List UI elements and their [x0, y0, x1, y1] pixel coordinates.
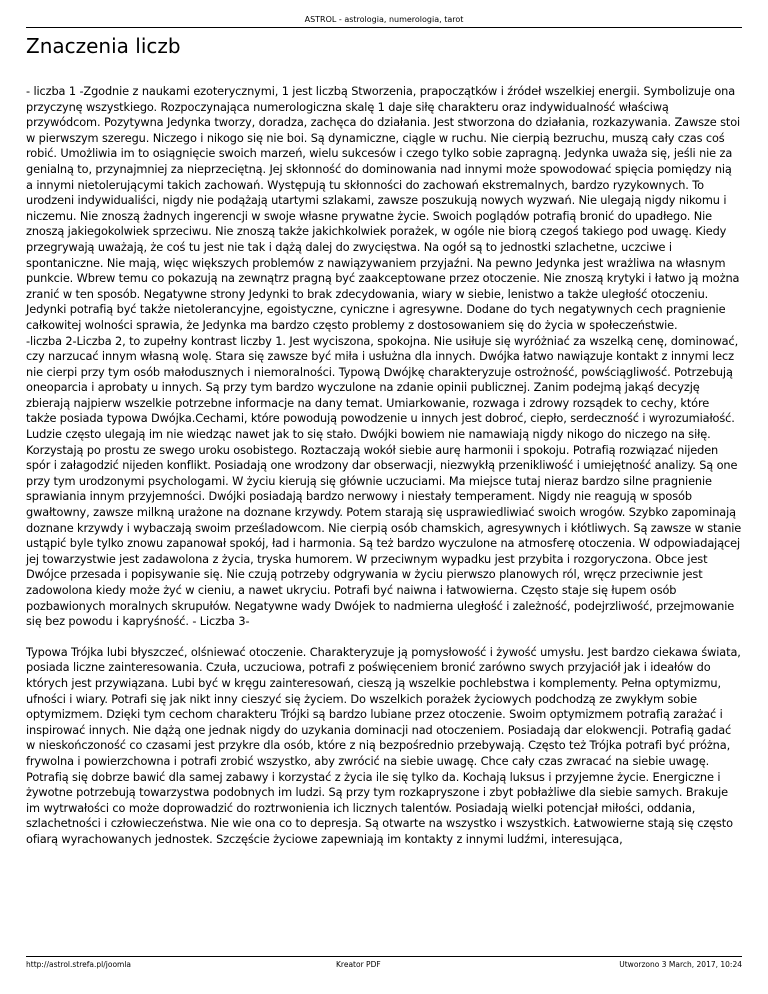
footer-divider [26, 956, 742, 957]
page-header: ASTROL - astrologia, numerologia, tarot [304, 15, 464, 24]
footer-generator: Kreator PDF [336, 960, 381, 969]
footer-url: http://astrol.strefa.pl/joomla [26, 960, 132, 969]
paragraph-number-2: -liczba 2-Liczba 2, to zupełny kontrast liczby 1. Jest wyciszona, spokojna. Nie usiłuje się wyróżniać za wszelką cenę, dominować, czy narzucać innym własną wolę. Stara się zawsze być miła i usłużna dla innych. Dwójka łatwo nawiązuje kontakt z innymi lecz nie cierpi przy tym osób małodusznych i niemoralności. Typową Dwójkę charakteryzuje ostrożność, powściągliwość. Potrzebują oneoparcia i aprobaty u innych. Są przy tym bardzo wyczulone na zdanie opinii publicznej. Zanim podejmą jakąś decyzję zbierają najpierw wszelkie potrzebne informacje na dany temat. Umiarkowanie, rozwaga i zdrowy rozsądek to cechy, które także posiada typowa Dwójka.Cechami, które powodują powodzenie u innych jest dobroć, ciepło, serdeczność i wyrozumiałość. Ludzie często ulegają im nie wiedząc nawet jak to się stało. Dwójki bowiem nie namawiają nigdy nikogo do niczego na siłę. Korzystają po prostu ze swego uroku osobistego. Roztaczają wokół siebie aurę harmonii i spokoju. Potrafią rozwiązać nijeden spór i załagodzić nijeden konflikt. Posiadają one wrodzony dar obserwacji, niezwykłą przenikliwość i umiejętność analizy. Są one przy tym urodzonymi psychologami. W życiu kierują się głównie uczuciami. Ma miejsce tutaj nieraz bardzo silne pragnienie sprawiania innym przyjemności. Dwójki posiadają bardzo nerwowy i niestały temperament. Nigdy nie reagują w sposób gwałtowny, zawsze milkną urażone na doznane krzywdy. Potem starają się usprawiedliwiać swoich wrogów. Szybko zapominają doznane krzywdy i wybaczają swoim prześladowcom. Nie cierpią osób chamskich, agresywnych i kłótliwych. Są zawsze w stanie ustąpić byle tylko znowu zapanował spokój, ład i harmonia. Są też bardzo wyczulone na atmosferę otoczenia. W odpowiadającej jej towarzystwie jest zadawolona z życia, tryska humorem. W przeciwnym wypadku jest przybita i rozgoryczona. Obce jest Dwójce przesada i popisywanie się. Nie czują potrzeby odgrywania w życiu pierwszo planowych ról, wręcz przeciwnie jest zadowolona kiedy może żyć w cieniu, a nawet ukryciu. Potrafi być naiwna i łatwowierna. Często staje się łupem osób pozbawionych moralnych skrupułów. Negatywne wady Dwójek to nadmierna uległość i zależność, podejrzliwość, przejmowanie się bez powodu i kapryśność. - Liczba 3- [26, 333, 742, 629]
page-title: Znaczenia liczb [26, 34, 181, 58]
footer-created-date: Utworzono 3 March, 2017, 10:24 [619, 960, 742, 969]
header-divider [26, 27, 742, 28]
paragraph-number-1: - liczba 1 -Zgodnie z naukami ezoterycznymi, 1 jest liczbą Stworzenia, prapoczątków i źródeł wszelkiej energii. Symbolizuje ona przyczynę wszystkiego. Rozpoczynająca numerologiczna skalę 1 daje siłę charakteru oraz indywidualność właściwą przywódcom. Pozytywna Jedynka tworzy, doradza, zachęca do działania. Jest stworzona do działania, rozkazywania. Zawsze stoi w pierwszym szeregu. Niczego i nikogo się nie boi. Są dynamiczne, ciągle w ruchu. Nie cierpią bezruchu, muszą cały czas coś robić. Umożliwia im to osiągnięcie swoich marzeń, wielu sukcesów i czego tylko sobie zapragną. Jedynka uważa się, jeśli nie za genialną to, przynajmniej za nieprzeciętną. Jej skłonność do dominowania nad innymi może spowodować spięcia pomiędzy nią a innymi nietolerującymi takich zachowań. Występują tu skłonności do zachowań ekstremalnych, bardzo ryzykownych. To urodzeni indywidualiści, nigdy nie podążają utartymi szlakami, zawsze poszukują nowych wyzwań. Nie ulegają nigdy nikomu i niczemu. Nie znoszą żadnych ingerencji w swoje własne prywatne życie. Swoich poglądów potrafią bronić do upadłego. Nie znoszą jakiegokolwiek sprzeciwu. Nie znoszą także jakichkolwiek porażek, w ogóle nie biorą czegoś takiego pod uwagę. Kiedy przegrywają uważają, że coś tu jest nie tak i dążą dalej do zwycięstwa. Na ogół są to jednostki szlachetne, uczciwe i spontaniczne. Nie mają, więc większych problemów z nawiązywaniem przyjaźni. Na pewno Jedynka jest wrażliwa na własnym punkcie. Wbrew temu co pokazują na zewnątrz pragną być zaakceptowane przez otoczenie. Nie znoszą krytyki i łatwo ją można zranić w ten sposób. Negatywne strony Jedynki to brak zdecydowania, wiary w siebie, lenistwo a także uległość otoczeniu. Jedynki potrafią być także nietolerancyjne, egoistyczne, cyniczne i agresywne. Dodane do tych negatywnych cech pragnienie całkowitej wolności sprawia, że Jedynka ma bardzo często problemy z dostosowaniem się do życia w społeczeństwie. [26, 84, 741, 332]
article-body [26, 84, 742, 848]
paragraph-number-3: Typowa Trójka lubi błyszczeć, olśniewać otoczenie. Charakteryzuje ją pomysłowość i żywość umysłu. Jest bardzo ciekawa świata, posiada liczne zainteresowania. Czuła, uczuciowa, potrafi z poświęceniem bronić zarówno swych przyjaciół jak i ideałów do których jest przywiązana. Lubi być w kręgu zainteresowań, cieszą ją wszelkie pochlebstwa i komplementy. Pełna optymizmu, ufności i wiary. Potrafi się jak nikt inny cieszyć się życiem. Do wszelkich porażek życiowych podchodzą ze zwykłym sobie optymizmem. Dzięki tym cechom charakteru Trójki są bardzo lubiane przez otoczenie. Swoim optymizmem potrafią zarażać i inspirować innych. Nie dążą one jednak nigdy do uzykania dominacji nad otoczeniem. Posiadają dar elokwencji. Potrafią gadać w nieskończoność co czasami jest przykre dla osób, które z nią bezpośrednio przebywają. Często też Trójka potrafi być próżna, frywolna i powierzchowna i potrafi zrobić wszystko, aby zwrócić na siebie uwagę. Chce cały czas zwracać na siebie uwagę. Potrafią się dobrze bawić dla samej zabawy i korzystać z życia ile się tylko da. Kochają luksus i przyjemne życie. Energiczne i żywotne potrzebują towarzystwa podobnych im ludzi. Są przy tym rozkapryszone i zbyt pobłażliwe dla siebie samych. Brakuje im wytrwałości co może doprowadzić do roztrwonienia ich licznych talentów. Posiadają wielki potencjał miłości, oddania, szlachetności i człowieczeństwa. Nie wie ona co to depresja. Są otwarte na wszystko i wszystkich. Łatwowierne stają się często ofiarą wyrachowanych jednostek. Szczęście życiowe zapewniają im kontakty z innymi ludźmi, interesująca, [26, 644, 741, 846]
